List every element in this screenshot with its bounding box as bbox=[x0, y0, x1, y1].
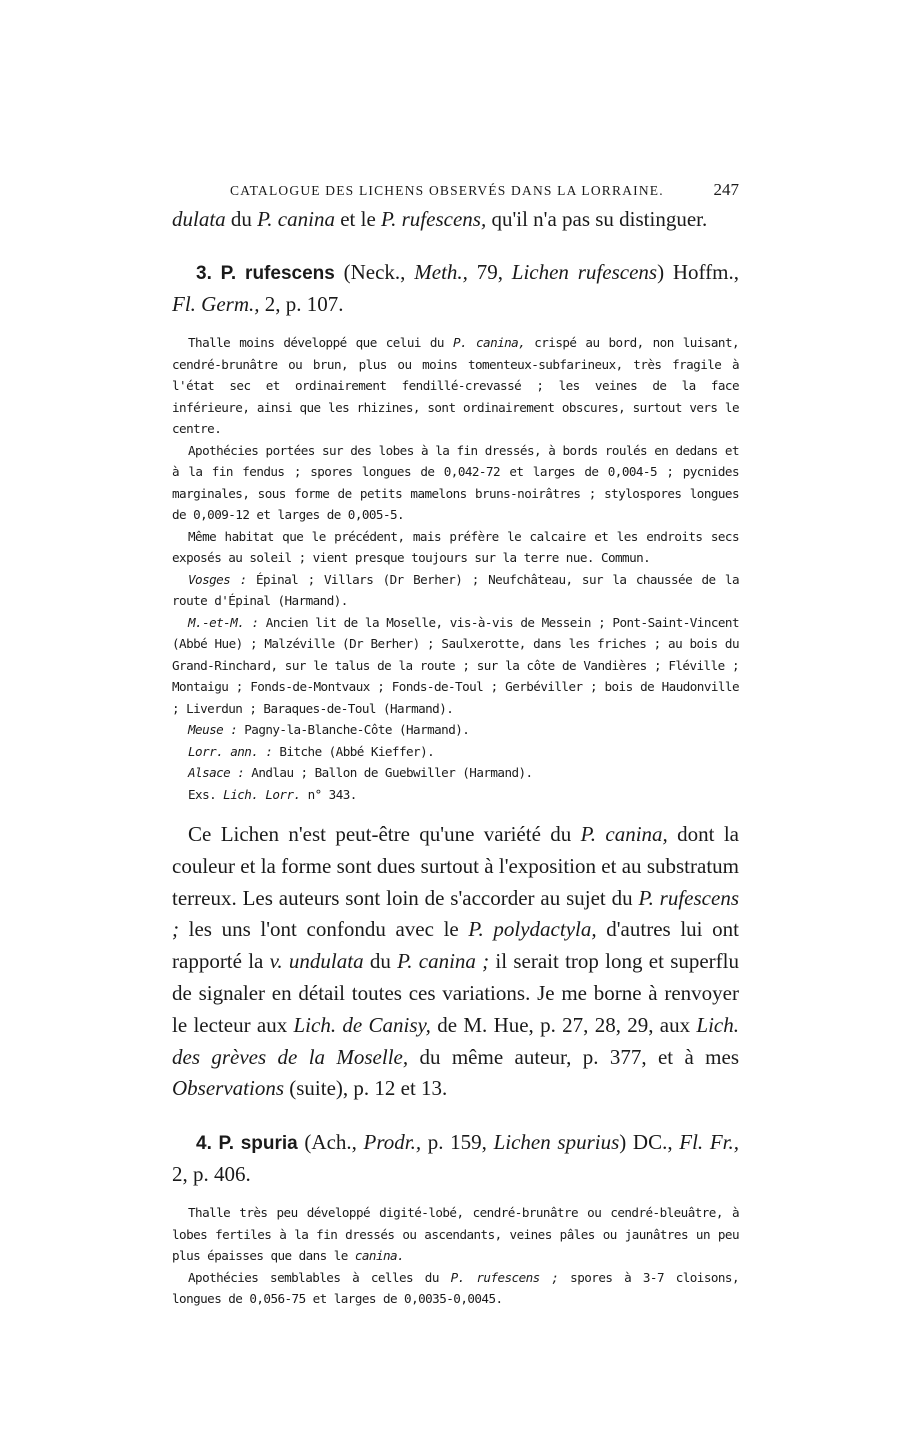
region-label: Lorr. ann. : bbox=[188, 743, 273, 759]
text-span: Lich. Lorr. bbox=[223, 786, 301, 802]
text-span: P. canina, bbox=[452, 335, 526, 350]
species-heading-4 bbox=[172, 1127, 739, 1190]
running-header bbox=[230, 180, 739, 204]
text-span: Lichen rufescens bbox=[511, 260, 658, 284]
text-span: ) Hoffm., bbox=[657, 260, 739, 284]
text-span: 79, bbox=[467, 260, 512, 284]
text-span: Fl. Germ., bbox=[172, 292, 260, 316]
text-span: et le bbox=[334, 207, 382, 231]
text-span: v. undulata bbox=[269, 949, 364, 974]
text-span: Épinal ; Villars (Dr Berher) ; Neufchâteau, sur la chaussée de la route d'Épinal (Harmand). bbox=[172, 571, 739, 608]
exsiccata bbox=[172, 784, 739, 806]
locality-mm bbox=[172, 612, 739, 720]
text-span: du même auteur, p. 377, et à mes bbox=[408, 1044, 739, 1069]
text-span: Lich. des grèves de la Moselle, bbox=[172, 1012, 739, 1069]
species-heading-3 bbox=[172, 257, 739, 320]
text-span: Meth., bbox=[414, 260, 468, 284]
text-span: Ce Lichen n'est peut-être qu'une variété du bbox=[188, 822, 581, 846]
text-span: Thalle très peu développé digité-lobé, cendré-brunâtre ou cendré-bleuâtre, à lobes fertiles à la fin dressés ou ascendants, veines pâles ou jaunâtres un peu plus épaisses que dans le bbox=[172, 1205, 739, 1264]
text-span: d'autres lui ont rapporté la bbox=[172, 917, 739, 974]
text-span: Apothécies semblables à celles du bbox=[188, 1269, 451, 1285]
text-span: de M. Hue, p. 27, 28, 29, aux bbox=[430, 1012, 697, 1037]
text-span: p. 159, bbox=[421, 1130, 494, 1155]
text-span: P. rufescens, bbox=[381, 207, 487, 231]
text-span: P. rufescens ; bbox=[450, 1269, 559, 1285]
species-number: 3. P. bbox=[196, 263, 237, 284]
region-label: Vosges : bbox=[188, 571, 247, 587]
species-name: spuria bbox=[234, 1133, 298, 1155]
running-title: CATALOGUE DES LICHENS OBSERVÉS DANS LA LORRAINE. bbox=[230, 183, 664, 198]
text-span: du bbox=[225, 207, 258, 231]
text-span: Thalle moins développé que celui du bbox=[188, 335, 453, 350]
text-span: P. canina bbox=[257, 207, 335, 231]
text-span: dont la couleur et la forme sont dues surtout à l'exposition et au substratum terreux. Les auteurs sont loin de s'accorder au sujet du bbox=[172, 822, 739, 910]
text-span: P. polydactyla, bbox=[468, 917, 597, 942]
text-span: du bbox=[363, 949, 398, 974]
text-span: (Neck., bbox=[334, 260, 415, 284]
text-span: P. canina, bbox=[580, 822, 668, 846]
habitat-paragraph: Même habitat que le précédent, mais préfère le calcaire et les endroits secs exposés au soleil ; vient presque toujours sur la terre nue. Commun. bbox=[172, 528, 739, 565]
text-span: Pagny-la-Blanche-Côte (Harmand). bbox=[237, 722, 470, 737]
text-span: 2, p. 406. bbox=[172, 1162, 251, 1187]
text-span: P. canina ; bbox=[397, 949, 490, 974]
text-span: (Ach., bbox=[297, 1130, 364, 1155]
description-paragraph bbox=[172, 332, 739, 440]
region-label: Meuse : bbox=[188, 722, 238, 737]
text-span: crispé au bord, non luisant, cendré-brunâtre ou brun, plus ou moins tomenteux-subfarineux, très fragile à l'état sec et ordinairement fendillé-crevassé ; les veines de la face inférieure, ainsi que les rhizines, sont ordinairement obscures, surtout vers le centre. bbox=[172, 335, 740, 436]
text-span: Prodr., bbox=[363, 1130, 422, 1155]
text-span: Andlau ; Ballon de Guebwiller (Harmand). bbox=[244, 765, 533, 780]
text-span: Exs. bbox=[188, 786, 224, 802]
locality-alsace bbox=[172, 762, 739, 784]
text-span: Lich. de Canisy, bbox=[293, 1012, 431, 1037]
text-span: Bitche (Abbé Kieffer). bbox=[272, 743, 435, 759]
text-span: n° 343. bbox=[300, 786, 357, 802]
text-span: ) DC., bbox=[619, 1130, 680, 1155]
species-number: 4. P. bbox=[196, 1133, 235, 1155]
text-span: dulata bbox=[172, 207, 226, 231]
text-span: Lichen spurius bbox=[493, 1130, 620, 1155]
text-span: (suite), p. 12 et 13. bbox=[284, 1076, 448, 1101]
description-paragraph: Apothécies portées sur des lobes à la fin dressés, à bords roulés en dedans et à la fin fendus ; spores longues de 0,042-72 et larges de 0,004-5 ; pycnides marginales, sous forme de petits mamelons bruns-noirâtres ; stylospores longues de 0,009-12 et larges de 0,005-5. bbox=[172, 442, 739, 522]
comment-paragraph bbox=[172, 819, 739, 1105]
text-span: Observations bbox=[172, 1076, 284, 1101]
text-span: 2, p. 107. bbox=[259, 292, 344, 316]
text-span: Ancien lit de la Moselle, vis-à-vis de Messein ; Pont-Saint-Vincent (Abbé Hue) ; Malzéville (Dr Berher) ; Saulxerotte, dans les friches ; au bois du Grand-Rinchard, sur le talus de la route ; sur la côte de Vandières ; Fléville ; Montaigu ; Fonds-de-Montvaux ; Fonds-de-Toul ; Gerbéviller ; bois de Haudonville ; Liverdun ; Baraques-de-Toul (Harmand). bbox=[172, 614, 739, 716]
text-span: les uns l'ont confondu avec le bbox=[179, 917, 469, 942]
text-span: Fl. Fr., bbox=[679, 1130, 739, 1155]
region-label: M.-et-M. : bbox=[188, 614, 259, 630]
text-span: qu'il n'a pas su distinguer. bbox=[486, 207, 708, 231]
intro-paragraph bbox=[172, 204, 739, 235]
text-span: il serait trop long et superflu de signaler en détail toutes ces variations. Je me borne à renvoyer le lecteur aux bbox=[172, 949, 740, 1037]
species-name: rufescens bbox=[236, 263, 335, 284]
locality-meuse bbox=[172, 719, 739, 741]
description-paragraph bbox=[172, 1202, 739, 1267]
locality-lorr bbox=[172, 741, 739, 763]
page-number: 247 bbox=[713, 180, 739, 199]
page bbox=[172, 180, 739, 1310]
text-span: spores à 3-7 cloisons, longues de 0,056-75 et larges de 0,0035-0,0045. bbox=[172, 1269, 739, 1307]
region-label: Alsace : bbox=[188, 765, 245, 780]
description-paragraph bbox=[172, 1267, 739, 1310]
text-span: P. rufescens ; bbox=[172, 885, 739, 942]
locality-vosges bbox=[172, 569, 739, 612]
text-span: canina. bbox=[354, 1248, 405, 1264]
